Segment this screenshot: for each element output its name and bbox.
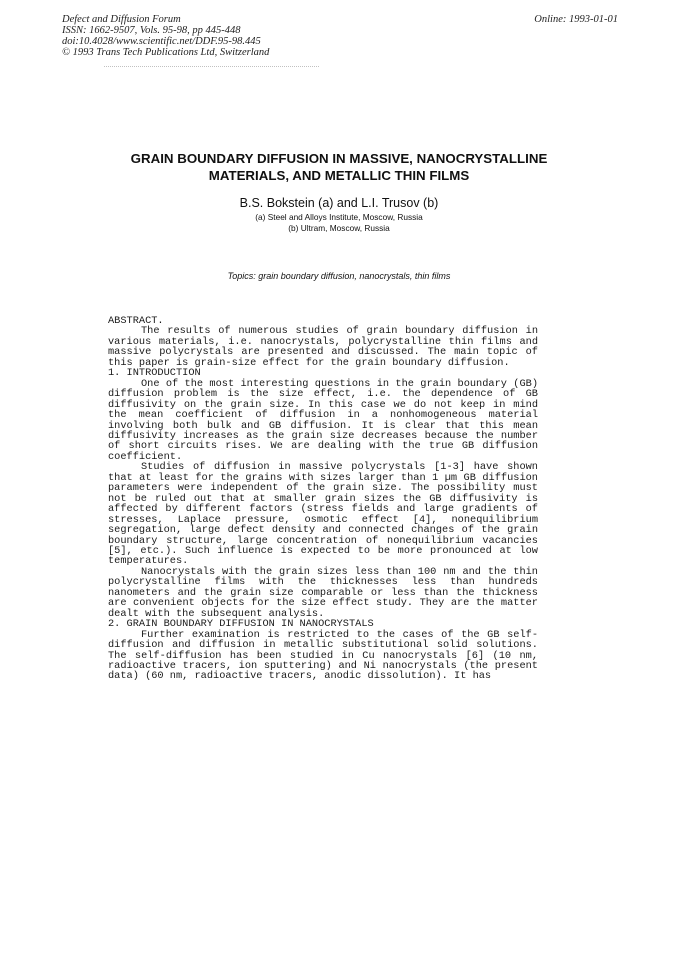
copyright-line: © 1993 Trans Tech Publications Ltd, Switzerland <box>62 47 270 58</box>
abstract-text: The results of numerous studies of grain boundary diffusion in various materials, i.e. nanocrystals, polycrystalline thin films and massive polycrystals are presented and discussed. The main topic of this paper is grain-size effect for the grain boundary diffusion. <box>108 325 538 369</box>
affiliation-b: (b) Ultram, Moscow, Russia <box>288 223 390 233</box>
section-1-paragraph-2: Studies of diffusion in massive polycrystals [1-3] have shown that at least for the grains with sizes larger than 1 µm GB diffusion parameters were independent of the grain size. The possibility must not be ruled out that at smaller grain sizes the GB diffusivity is affected by different factors (stress fields and large gradients of stresses, Laplace pressure, osmotic effect [4], nonequilibrium segregation, large defect density and connected changes of the grain boundary structure, large concentration of nonequilibrium vacancies [5], etc.). Such influence is expected to be more pronounced at low temperatures. <box>108 461 538 568</box>
topics-line: Topics: grain boundary diffusion, nanocrystals, thin films <box>227 271 451 281</box>
section-1-paragraph-3: Nanocrystals with the grain sizes less than 100 nm and the thin polycrystalline films with the thicknesses less than hundreds nanometers and the grain size comparable or less than the thickness are convenient objects for the size effect study. They are the matter dealt with the subsequent analysis. <box>108 565 538 620</box>
authors: B.S. Bokstein (a) and L.I. Trusov (b) <box>239 196 439 210</box>
title-line-1: GRAIN BOUNDARY DIFFUSION IN MASSIVE, NANOCRYSTALLINE <box>130 151 548 166</box>
faded-header-trace <box>104 66 319 69</box>
doi-line: doi:10.4028/www.scientific.net/DDF.95-98.445 <box>62 36 261 47</box>
paper-title <box>90 150 588 184</box>
journal-name: Defect and Diffusion Forum <box>62 14 181 25</box>
online-date: Online: 1993-01-01 <box>534 14 618 25</box>
paper-body <box>108 316 538 682</box>
section-1-heading: 1. INTRODUCTION <box>108 367 201 380</box>
section-1-paragraph-1: One of the most interesting questions in the grain boundary (GB) diffusion problem is the size effect, i.e. the dependence of GB diffusivity on the grain size. In this case we do not keep in mind the mean coefficient of diffusion in a nonhomogeneous material involving both bulk and GB diffusion. It is clear that this mean diffusivity increases as the grain size decreases because the number of short circuits rises. We are dealing with the true GB diffusion coefficient. <box>108 377 538 463</box>
title-line-2: MATERIALS, AND METALLIC THIN FILMS <box>208 168 470 183</box>
section-2-paragraph-1: Further examination is restricted to the cases of the GB self-diffusion and diffusion in metallic substitutional solid solutions. The self-diffusion has been studied in Cu nanocrystals [6] (10 nm, radioactive tracers, ion sputtering) and Ni nanocrystals (the present data) (60 nm, radioactive tracers, anodic dissolution). It has <box>108 628 538 683</box>
page-header <box>62 14 618 58</box>
section-2-heading: 2. GRAIN BOUNDARY DIFFUSION IN NANOCRYSTALS <box>108 618 374 631</box>
issn-line: ISSN: 1662-9507, Vols. 95-98, pp 445-448 <box>62 25 241 36</box>
affiliation-a: (a) Steel and Alloys Institute, Moscow, Russia <box>255 212 423 222</box>
abstract-heading: ABSTRACT. <box>108 315 164 327</box>
